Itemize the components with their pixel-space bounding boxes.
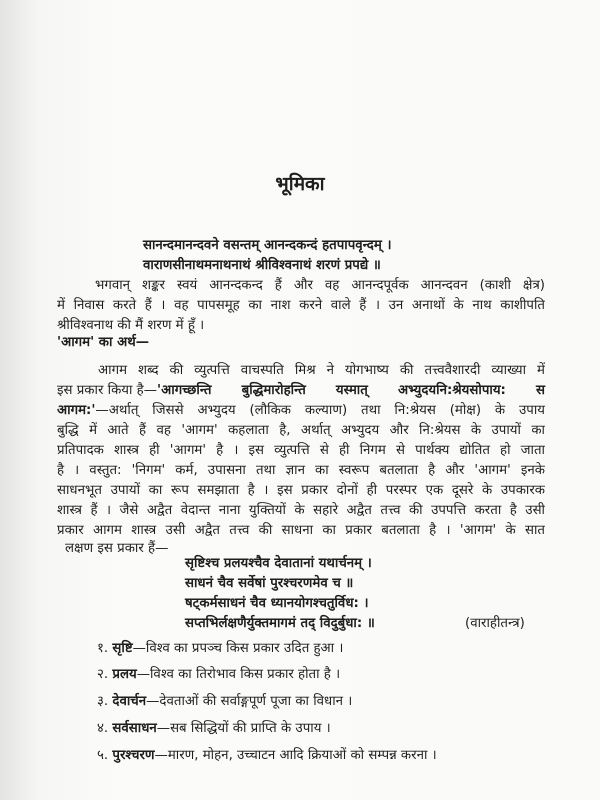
list-number: १. <box>97 641 109 656</box>
paragraph-line: लक्षण इस प्रकार हैं— <box>65 541 169 556</box>
paragraph-line: शास्त्र हैं । जैसे अद्वैत वेदान्त नाना युक्तियों के सहारे अद्वैत तत्त्व की उपपत्ति करता है उसी <box>57 503 545 518</box>
paragraph-line: प्रतिपादक शास्त्र ही 'आगम' है । इस व्युत्पत्ति से ही निगम से पार्थक्य द्योतित हो जाता <box>57 443 545 458</box>
paragraph-line: श्रीविश्वनाथ की मैं शरण में हूँ । <box>57 318 205 333</box>
paragraph-line <box>57 382 545 400</box>
list-item <box>97 640 343 658</box>
text: —अर्थात् जिससे अभ्युदय (लौकिक कल्याण) तथा नि:श्रेयस (मोक्ष) के उपाय <box>95 403 545 418</box>
paragraph-line <box>57 402 545 420</box>
list-term: देवार्चन <box>112 694 147 709</box>
paragraph-line: साधनभूत उपायों का रूप समझाता है । इस प्रकार दोनों ही परस्पर एक दूसरे के उपकारक <box>57 483 545 498</box>
list-desc: —विश्व का तिरोभाव किस प्रकार होता है । <box>136 667 341 682</box>
quote-text: आगम:' <box>57 403 96 418</box>
verse-line: वाराणसीनाथमनाथनाथं श्रीविश्वनाथं शरणं प्रपद्ये ॥ <box>143 258 381 273</box>
paragraph-line: बुद्धि में आते हैं वह 'आगम' कहलाता है, अर्थात् अभ्युदय और नि:श्रेयस के उपायों का <box>57 423 545 438</box>
list-desc: —देवताओं की सर्वाङ्गपूर्ण पूजा का विधान । <box>146 694 353 709</box>
list-desc: —विश्व का प्रपञ्च किस प्रकार उदित हुआ । <box>132 641 344 656</box>
page-title: भूमिका <box>275 173 325 195</box>
list-desc: —सब सिद्धियों की प्राप्ति के उपाय । <box>156 721 331 736</box>
paragraph-line: है । वस्तुत: 'निगम' कर्म, उपासना तथा ज्ञान का स्वरूप बतलाता है और 'आगम' इनके <box>57 463 545 478</box>
list-item <box>97 693 352 711</box>
list-desc: —मारण, मोहन, उच्चाटन आदि क्रियाओं को सम्पन्न करना । <box>154 748 437 763</box>
paragraph-line: में निवास करते हैं । वह पापसमूह का नाश करने वाले हैं । उन अनाथों के नाथ काशीपति <box>57 298 545 313</box>
list-term: पुरश्चरण <box>112 748 155 763</box>
list-term: सर्वसाधन <box>112 721 157 736</box>
text: इस प्रकार किया है— <box>57 383 158 398</box>
list-number: ३. <box>97 694 109 709</box>
list-item <box>97 720 331 738</box>
list-term: सृष्टि <box>112 641 133 656</box>
quote-text: 'आगच्छन्ति बुद्धिमारोहन्ति यस्मात् अभ्युदयनि:श्रेयसोपाय: स <box>157 383 545 398</box>
list-term: प्रलय <box>112 667 137 682</box>
list-number: २. <box>97 667 109 682</box>
verse-source: (वाराहीतन्त्र) <box>465 616 525 631</box>
paragraph-line: भगवान् शङ्कर स्वयं आनन्दकन्द हैं और वह आनन्दपूर्वक आनन्दवन (काशी क्षेत्र) <box>95 278 545 293</box>
section-heading: 'आगम' का अर्थ— <box>57 335 150 350</box>
verse-line: साधनं चैव सर्वेषां पुरश्चरणमेव च ॥ <box>185 576 354 591</box>
paragraph-line: आगम शब्द की व्युत्पत्ति वाचस्पति मिश्र ने योगभाष्य की तत्त्ववैशारदी व्याख्या में <box>98 363 545 378</box>
list-number: ५. <box>97 748 109 763</box>
list-item <box>97 747 437 765</box>
list-item <box>97 666 340 684</box>
paragraph-line: प्रकार आगम शास्त्र उसी अद्वैत तत्त्व की साधना का प्रकार बतलाता है । 'आगम' के सात <box>57 523 545 538</box>
verse-line: सप्तभिर्लक्षणैर्युक्तमागमं तद् विदुर्बुधा: ॥ <box>185 616 375 631</box>
list-number: ४. <box>97 721 109 736</box>
verse-line: सानन्दमानन्दवने वसन्तम् आनन्दकन्दं हतपापवृन्दम् । <box>143 238 392 253</box>
verse-line: षट्कर्मसाधनं चैव ध्यानयोगश्चतुर्विध: । <box>185 596 369 611</box>
verse-line: सृष्टिश्च प्रलयश्चैव देवातानां यथार्चनम् । <box>185 556 372 571</box>
